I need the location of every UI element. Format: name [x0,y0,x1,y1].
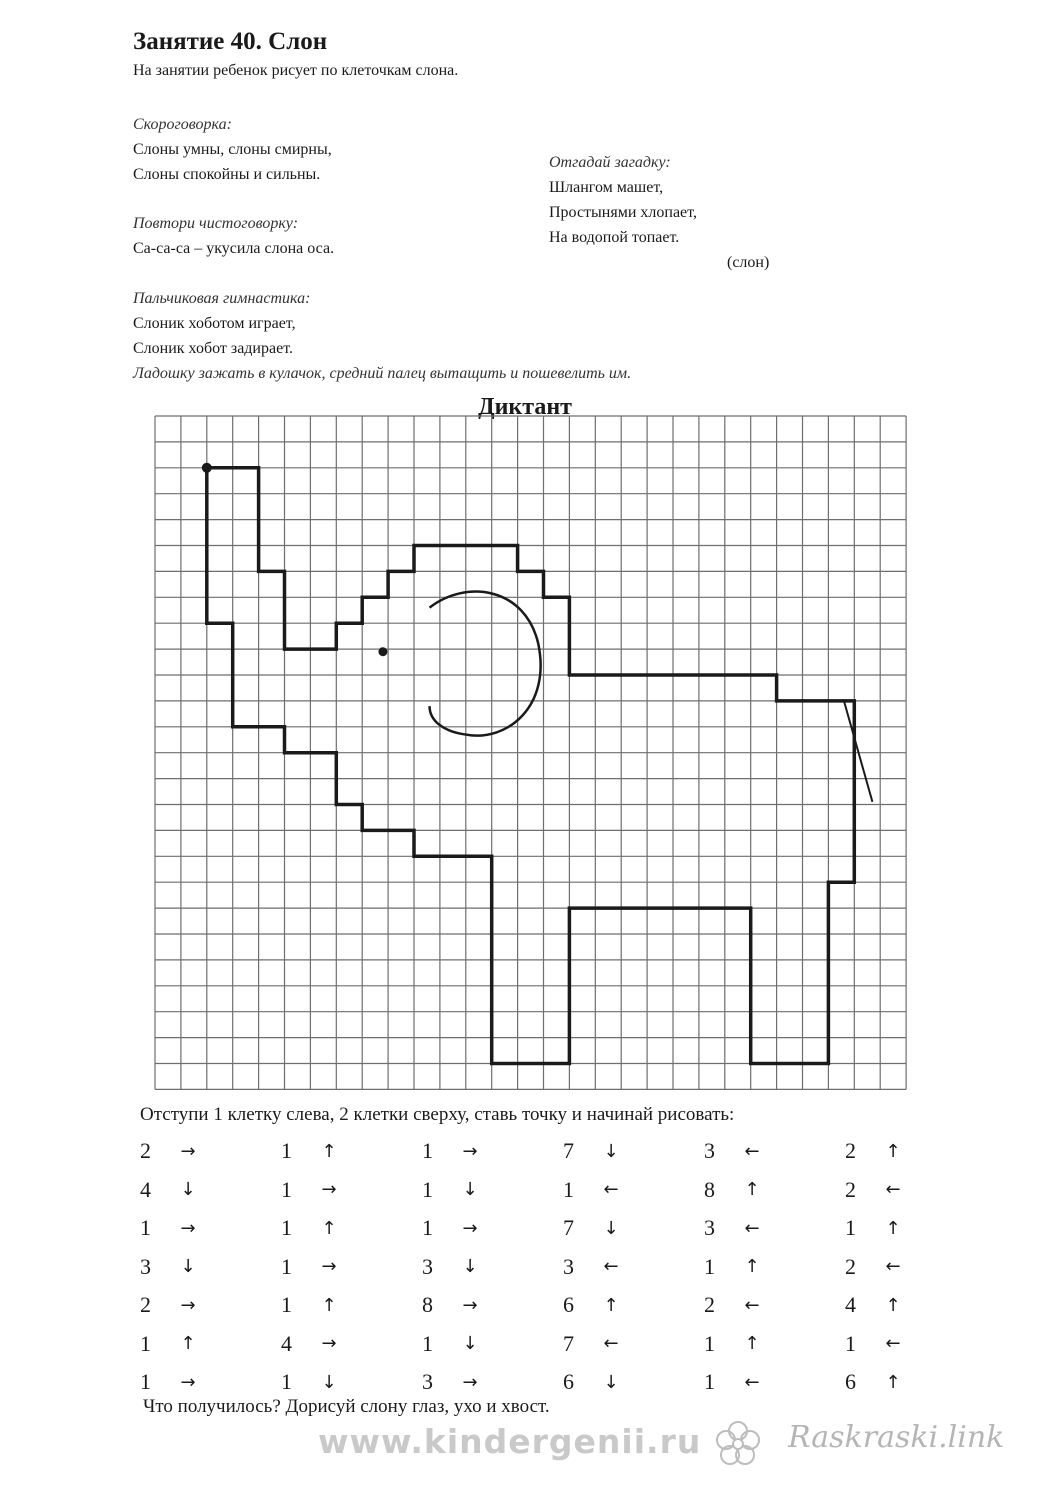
steps-row [140,1248,986,1287]
step [422,1331,490,1357]
step [281,1138,349,1164]
step [281,1331,349,1357]
final-question: Что получилось? Дорисуй слону глаз, ухо и хвост. [143,1396,550,1417]
step-count: 4 [281,1330,292,1356]
step-count: 3 [563,1253,574,1279]
step-count: 8 [704,1176,715,1202]
step-count: 6 [563,1369,574,1395]
step [422,1215,490,1241]
steps-row [140,1171,986,1210]
arrow-left-icon: ← [885,1179,901,1201]
step-count: 1 [281,1138,292,1164]
step-cell [704,1171,845,1210]
step [140,1331,208,1357]
step [704,1215,772,1241]
step [563,1331,631,1357]
step-count: 1 [422,1330,433,1356]
tongue-twister-line: Слоны умны, слоны смирны, [133,141,332,158]
step-cell [281,1286,422,1325]
step [281,1292,349,1318]
step [422,1369,490,1395]
step-count: 2 [845,1138,856,1164]
elephant-outline [207,468,855,1064]
step-count: 1 [281,1369,292,1395]
arrow-down-icon: ↓ [603,1371,619,1393]
step-count: 4 [845,1292,856,1318]
arrow-left-icon: ← [744,1140,760,1162]
arrow-up-icon: ↑ [885,1140,901,1162]
step-cell [422,1209,563,1248]
step-count: 7 [563,1330,574,1356]
step-cell [563,1325,704,1364]
arrow-left-icon: ← [744,1294,760,1316]
elephant-eye [378,647,387,656]
steps-row [140,1209,986,1248]
step-count: 1 [845,1330,856,1356]
step-count: 1 [281,1253,292,1279]
step-cell [845,1286,986,1325]
step [563,1138,631,1164]
step-count: 3 [422,1369,433,1395]
arrow-right-icon: → [462,1294,478,1316]
step [704,1292,772,1318]
step-cell [422,1286,563,1325]
step-count: 2 [140,1292,151,1318]
arrow-up-icon: ↑ [321,1140,337,1162]
step-cell [140,1248,281,1287]
dictation-instruction: Отступи 1 клетку слева, 2 клетки сверху, ставь точку и начинай рисовать: [140,1104,735,1125]
arrow-left-icon: ← [885,1256,901,1278]
step [704,1254,772,1280]
site-watermark: www.kindergenii.ru [318,1422,702,1461]
step-cell [704,1132,845,1171]
step [281,1369,349,1395]
step [563,1254,631,1280]
step-count: 1 [422,1215,433,1241]
riddle-answer: (слон) [727,254,770,271]
step-cell [422,1171,563,1210]
step-cell [704,1286,845,1325]
arrow-left-icon: ← [603,1333,619,1355]
arrow-right-icon: → [462,1217,478,1239]
step-count: 6 [845,1369,856,1395]
arrow-down-icon: ↓ [603,1140,619,1162]
step-cell [563,1209,704,1248]
arrow-right-icon: → [180,1371,196,1393]
dictation-steps-table [140,1132,986,1402]
step [281,1177,349,1203]
step-count: 1 [704,1369,715,1395]
step-count: 2 [845,1176,856,1202]
arrow-down-icon: ↓ [321,1371,337,1393]
step [704,1331,772,1357]
step [704,1177,772,1203]
finger-gym-line: Слоник хоботом играет, [133,315,296,332]
arrow-right-icon: → [321,1179,337,1201]
step-cell [563,1248,704,1287]
steps-row [140,1325,986,1364]
elephant-ear [430,592,541,736]
step [140,1369,208,1395]
step-cell [704,1209,845,1248]
arrow-up-icon: ↑ [321,1217,337,1239]
step [422,1254,490,1280]
step [845,1369,913,1395]
step-count: 8 [422,1292,433,1318]
step-count: 1 [422,1176,433,1202]
step-count: 2 [140,1138,151,1164]
intro-text: На занятии ребенок рисует по клеточкам слона. [133,62,459,79]
arrow-down-icon: ↓ [462,1256,478,1278]
step-count: 7 [563,1215,574,1241]
arrow-up-icon: ↑ [603,1294,619,1316]
step-count: 1 [140,1330,151,1356]
arrow-left-icon: ← [885,1333,901,1355]
step-cell [704,1363,845,1402]
step [704,1369,772,1395]
step-count: 1 [563,1176,574,1202]
finger-gym-instruction: Ладошку зажать в кулачок, средний палец вытащить и пошевелить им. [133,365,632,382]
step-cell [704,1325,845,1364]
step [845,1292,913,1318]
step-count: 1 [422,1138,433,1164]
step [422,1292,490,1318]
steps-row [140,1132,986,1171]
arrow-left-icon: ← [744,1371,760,1393]
step-count: 1 [140,1215,151,1241]
step-count: 3 [140,1253,151,1279]
arrow-left-icon: ← [603,1256,619,1278]
step-count: 1 [281,1215,292,1241]
arrow-right-icon: → [462,1371,478,1393]
step [845,1254,913,1280]
step-cell [563,1363,704,1402]
step [422,1138,490,1164]
step-cell [422,1132,563,1171]
arrow-right-icon: → [321,1256,337,1278]
finger-gym-line: Слоник хобот задирает. [133,340,293,357]
step-cell [704,1248,845,1287]
step-count: 7 [563,1138,574,1164]
arrow-down-icon: ↓ [180,1256,196,1278]
step-cell [422,1325,563,1364]
step-cell [140,1132,281,1171]
arrow-left-icon: ← [744,1217,760,1239]
arrow-left-icon: ← [603,1179,619,1201]
arrow-up-icon: ↑ [885,1371,901,1393]
start-dot [202,463,212,473]
riddle-line: Простынями хлопает, [549,204,697,221]
step [140,1254,208,1280]
step-cell [563,1132,704,1171]
arrow-up-icon: ↑ [180,1333,196,1355]
riddle-line: Шлангом машет, [549,179,664,196]
riddle-label: Отгадай загадку: [549,154,671,171]
step-count: 2 [704,1292,715,1318]
step-cell [422,1248,563,1287]
step [140,1177,208,1203]
step-cell [845,1248,986,1287]
tongue-twister-label: Скороговорка: [133,116,232,133]
arrow-up-icon: ↑ [744,1256,760,1278]
arrow-up-icon: ↑ [885,1217,901,1239]
step [845,1138,913,1164]
elephant-tail [844,701,872,802]
step-cell [281,1248,422,1287]
riddle-line: На водопой топает. [549,229,680,246]
step-cell [140,1325,281,1364]
arrow-up-icon: ↑ [744,1333,760,1355]
step-cell [845,1171,986,1210]
arrow-down-icon: ↓ [462,1333,478,1355]
step-count: 4 [140,1176,151,1202]
step-cell [281,1132,422,1171]
arrow-up-icon: ↑ [744,1179,760,1201]
step [563,1215,631,1241]
steps-row [140,1286,986,1325]
page-title: Занятие 40. Слон [133,28,328,55]
grid-lines [155,416,906,1089]
step-cell [845,1132,986,1171]
step-cell [563,1286,704,1325]
arrow-down-icon: ↓ [180,1179,196,1201]
arrow-right-icon: → [180,1294,196,1316]
step-count: 3 [704,1215,715,1241]
finger-gym-label: Пальчиковая гимнастика: [133,290,311,307]
pure-twister-label: Повтори чистоговорку: [133,215,299,232]
step [845,1177,913,1203]
pure-twister-line: Са-са-са – укусила слона оса. [133,240,335,257]
arrow-up-icon: ↑ [885,1294,901,1316]
arrow-right-icon: → [180,1217,196,1239]
arrow-right-icon: → [180,1140,196,1162]
step-count: 3 [422,1253,433,1279]
arrow-right-icon: → [462,1140,478,1162]
arrow-down-icon: ↓ [603,1217,619,1239]
step-cell [845,1363,986,1402]
step-cell [281,1325,422,1364]
step-cell [140,1171,281,1210]
step [845,1215,913,1241]
step-count: 1 [704,1330,715,1356]
step [281,1254,349,1280]
step-cell [281,1171,422,1210]
step [563,1177,631,1203]
step-count: 1 [281,1176,292,1202]
step-cell [563,1171,704,1210]
step [281,1215,349,1241]
step-cell [845,1325,986,1364]
step-count: 3 [704,1138,715,1164]
step-count: 1 [281,1292,292,1318]
step-cell [140,1209,281,1248]
step-count: 2 [845,1253,856,1279]
step [422,1177,490,1203]
step [563,1369,631,1395]
step-count: 1 [140,1369,151,1395]
step-cell [845,1209,986,1248]
flower-logo-icon [712,1418,764,1470]
step-count: 6 [563,1292,574,1318]
step [704,1138,772,1164]
step-count: 1 [704,1253,715,1279]
arrow-down-icon: ↓ [462,1179,478,1201]
arrow-up-icon: ↑ [321,1294,337,1316]
step [140,1292,208,1318]
step-cell [281,1209,422,1248]
step-cell [140,1286,281,1325]
step [140,1215,208,1241]
dictation-heading: Диктант [478,394,572,420]
step [845,1331,913,1357]
step [563,1292,631,1318]
arrow-right-icon: → [321,1333,337,1355]
step-count: 1 [845,1215,856,1241]
step [140,1138,208,1164]
brand-watermark: Raskraski.link [788,1420,1005,1455]
tongue-twister-line: Слоны спокойны и сильны. [133,166,321,183]
